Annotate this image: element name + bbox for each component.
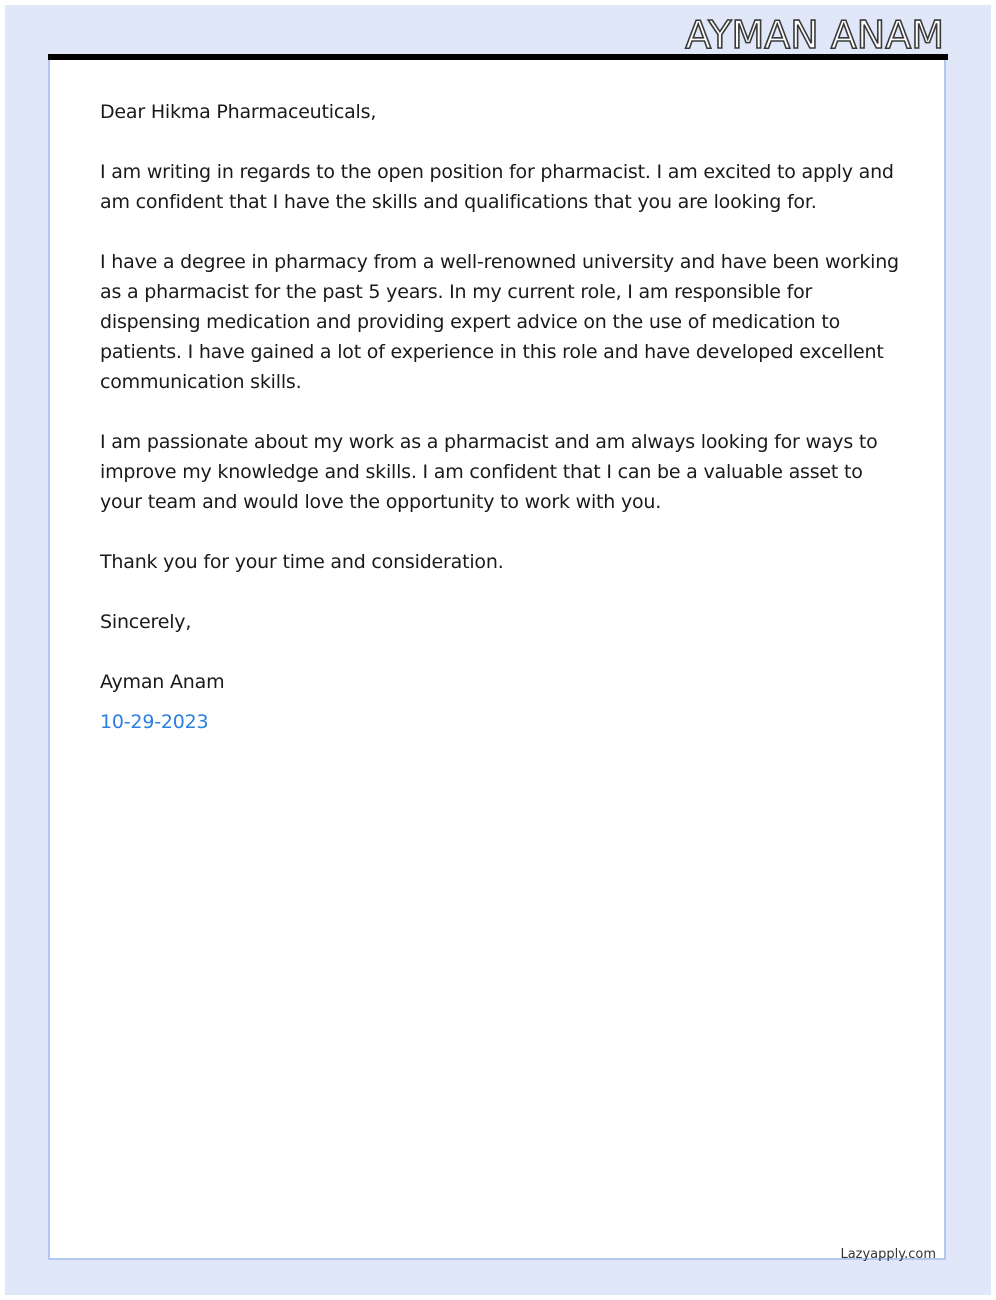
letter-paragraph: Thank you for your time and consideration. [100, 551, 504, 573]
letter-paragraph: I am writing in regards to the open position for pharmacist. I am excited to apply and am confident that I have the skills and qualifications that you are looking for. [100, 161, 894, 213]
letter-paragraph: I have a degree in pharmacy from a well-renowned university and have been working as a pharmacist for the past 5 years. In my current role, I am responsible for dispensing medication and providing expert advice on the use of medication to patients. I have gained a lot of experience in this role and have developed excellent communication skills. [100, 251, 899, 393]
letter-signature: Ayman Anam [100, 671, 225, 693]
letter-date: 10-29-2023 [100, 711, 209, 733]
letter-greeting: Dear Hikma Pharmaceuticals, [100, 101, 377, 123]
footer-brand-link[interactable]: Lazyapply.com [840, 1247, 936, 1262]
applicant-name-header: AYMAN ANAM [685, 13, 944, 57]
letter-closing: Sincerely, [100, 611, 192, 633]
letter-body [100, 97, 900, 767]
letter-paragraph: I am passionate about my work as a pharmacist and am always looking for ways to improve my knowledge and skills. I am confident that I can be a valuable asset to your team and would love the opportunity to work with you. [100, 431, 878, 513]
